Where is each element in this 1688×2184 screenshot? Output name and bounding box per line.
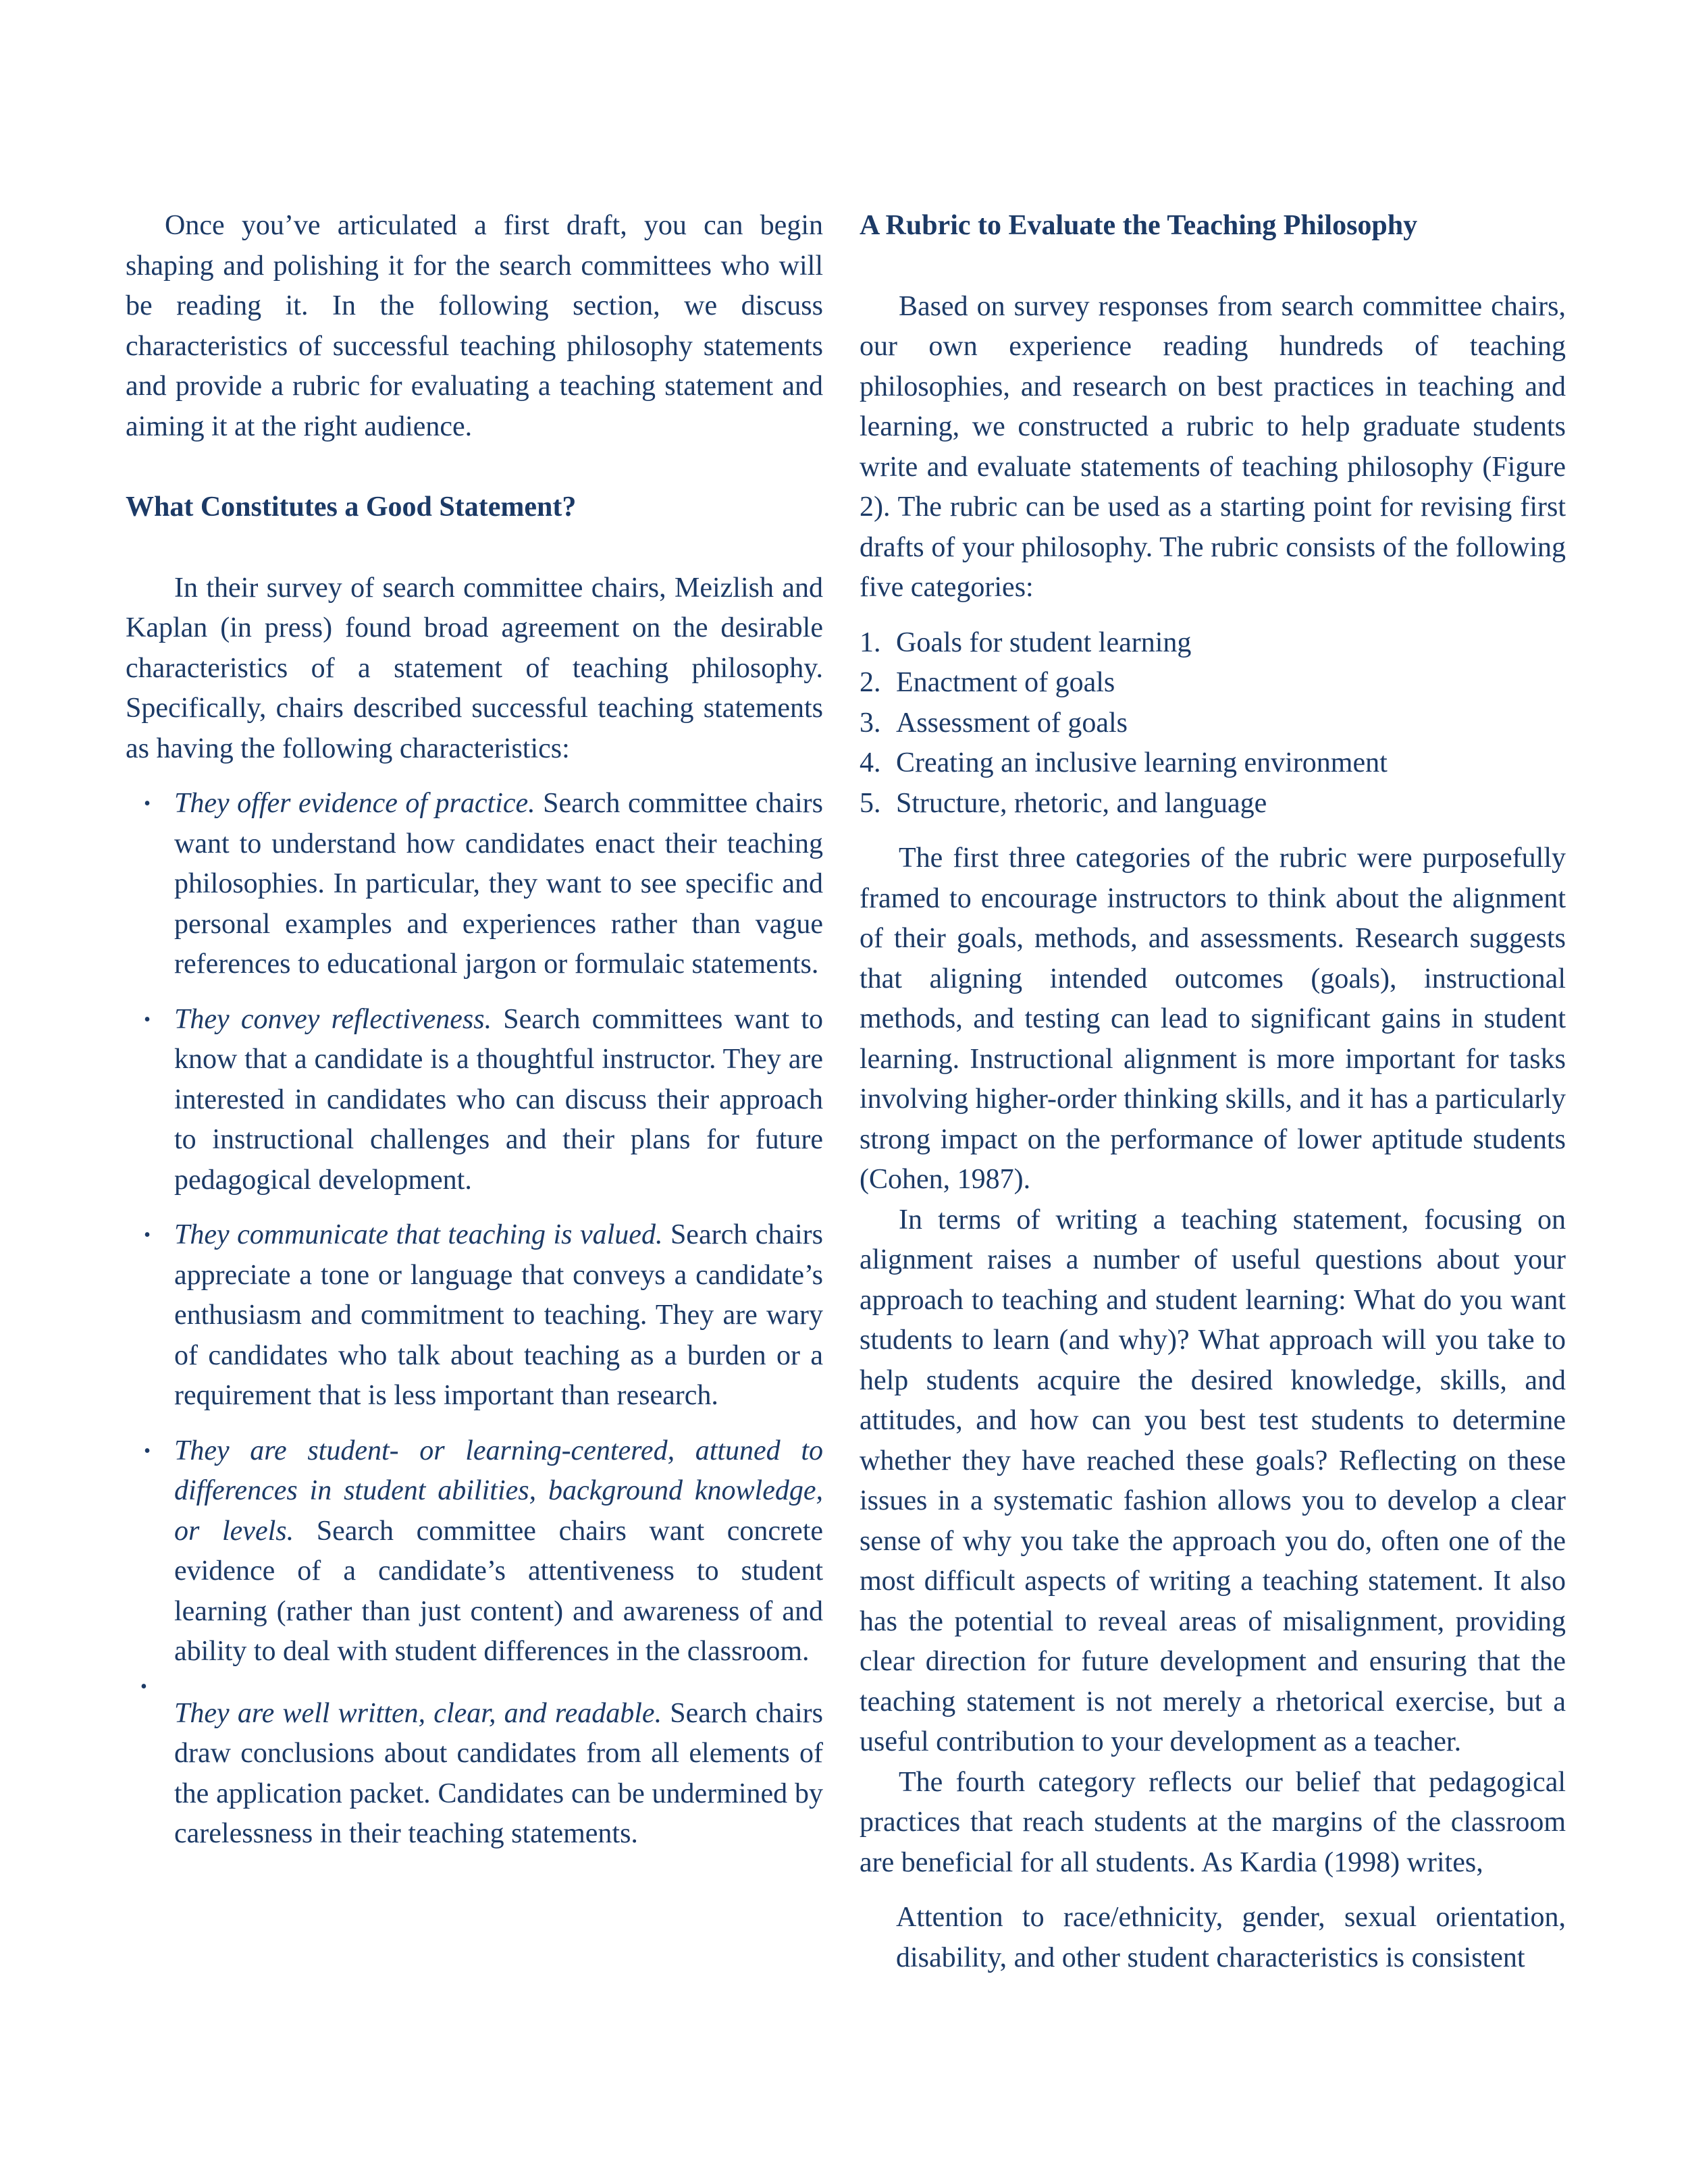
list-item: [126, 1431, 823, 1672]
category-label: Structure, rhetoric, and language: [896, 787, 1267, 819]
left-column: [126, 206, 823, 1869]
list-item: 3. Assessment of goals: [860, 703, 1566, 744]
right-column: [860, 206, 1566, 1978]
list-item: [126, 1670, 823, 1855]
bullet-body: Search committee chairs want to understand how candidates enact their teaching philosophies. In particular, they want to see specific and personal examples and experiences rather than vague references to educational jargon or formulaic statements.: [174, 788, 823, 980]
writing-paragraph: In terms of writing a teaching statement, focusing on alignment raises a number of useful questions about your approach to teaching and student learning: What do you want students to learn (and why)? What approach will you take to help students acquire the desired knowledge, skills, and attitudes, and how can you best test students to determine whether they have reached these goals? Reflecting on these issues in a systematic fashion allows you to develop a clear sense of why you take the approach you do, often one of the most difficult aspects of writing a teaching statement. It also has the potential to reveal areas of misalignment, providing clear direction for future development and ensuring that the teaching statement is not merely a rhetorical exercise, but a useful contribution to your development as a teacher.: [860, 1204, 1566, 1757]
list-item: 2. Enactment of goals: [860, 663, 1566, 703]
rubric-categories-list: [860, 623, 1566, 824]
list-item: 5. Structure, rhetoric, and language: [860, 784, 1566, 824]
bullet-lead: They offer evidence of practice.: [174, 788, 535, 819]
list-item: 1. Goals for student learning: [860, 623, 1566, 664]
bullet-lead: They are well written, clear, and readable.: [174, 1697, 662, 1729]
kardia-quote: Attention to race/ethnicity, gender, sexual orientation, disability, and other student characteristics is consistent: [896, 1902, 1566, 1973]
rubric-paragraph: Based on survey responses from search committee chairs, our own experience reading hundreds of teaching philosophies, and research on best practices in teaching and learning, we constructed a rubric to help graduate students write and evaluate statements of teaching philosophy (Figure 2). The rubric can be used as a starting point for revising first drafts of your philosophy. The rubric consists of the following five categories:: [860, 290, 1566, 603]
fourth-category-paragraph: The fourth category reflects our belief that pedagogical practices that reach students at the margins of the classroom are beneficial for all students. As Kardia (1998) writes,: [860, 1766, 1566, 1878]
bullet-icon: •: [144, 1225, 151, 1246]
bullet-body: Search committees want to know that a candidate is a thoughtful instructor. They are interested in candidates who can discuss their approach to instructional challenges and their plans for future pedagogical development.: [174, 1003, 823, 1196]
category-label: Goals for student learning: [896, 627, 1192, 658]
list-item: 4. Creating an inclusive learning environment: [860, 743, 1566, 784]
bullet-lead: They are student- or learning-centered, attuned to differences in student abilities, background knowledge, or levels.: [174, 1435, 823, 1547]
list-item: [126, 1215, 823, 1416]
alignment-paragraph: The first three categories of the rubric were purposefully framed to encourage instructors to think about the alignment of their goals, methods, and assessments. Research suggests that aligning intended outcomes (goals), instructional methods, and testing can lead to significant gains in student learning. Instructional alignment is more important for tasks involving higher-order thinking skills, and it has a particularly strong impact on the performance of lower aptitude students (Cohen, 1987).: [860, 843, 1566, 1195]
list-item: [126, 784, 823, 985]
list-item: [126, 1000, 823, 1201]
category-label: Enactment of goals: [896, 667, 1115, 698]
survey-paragraph: In their survey of search committee chairs, Meizlish and Kaplan (in press) found broad agreement on the desirable characteristics of a statement of teaching philosophy. Specifically, chairs described successful teaching statements as having the following characteristics:: [126, 572, 823, 764]
category-label: Creating an inclusive learning environment: [896, 747, 1388, 778]
section-heading-good-statement: What Constitutes a Good Statement?: [126, 491, 577, 523]
characteristics-list: [126, 784, 823, 1855]
bullet-icon: •: [144, 1440, 151, 1462]
category-label: Assessment of goals: [896, 707, 1128, 739]
section-heading-rubric: A Rubric to Evaluate the Teaching Philosophy: [860, 210, 1418, 241]
bullet-lead: They communicate that teaching is valued.: [174, 1219, 663, 1250]
bullet-icon: •: [144, 1009, 151, 1030]
bullet-body: Search chairs draw conclusions about candidates from all elements of the application packet. Candidates can be undermined by carelessness in their teaching statements.: [174, 1697, 823, 1849]
bullet-body: Search committee chairs want concrete evidence of a candidate’s attentiveness to student learning (rather than just content) and awareness of and ability to deal with student differences in the classroom.: [174, 1515, 824, 1667]
intro-paragraph: Once you’ve articulated a first draft, you can begin shaping and polishing it for the search committees who will be reading it. In the following section, we discuss characteristics of successful teaching philosophy statements and provide a rubric for evaluating a teaching statement and aiming it at the right audience.: [126, 210, 823, 442]
bullet-icon: •: [140, 1676, 147, 1697]
bullet-body: Search chairs appreciate a tone or language that conveys a candidate’s enthusiasm and commitment to teaching. They are wary of candidates who talk about teaching as a burden or a requirement that is less important than research.: [174, 1219, 823, 1411]
bullet-lead: They convey reflectiveness.: [174, 1003, 492, 1035]
bullet-icon: •: [144, 793, 151, 814]
